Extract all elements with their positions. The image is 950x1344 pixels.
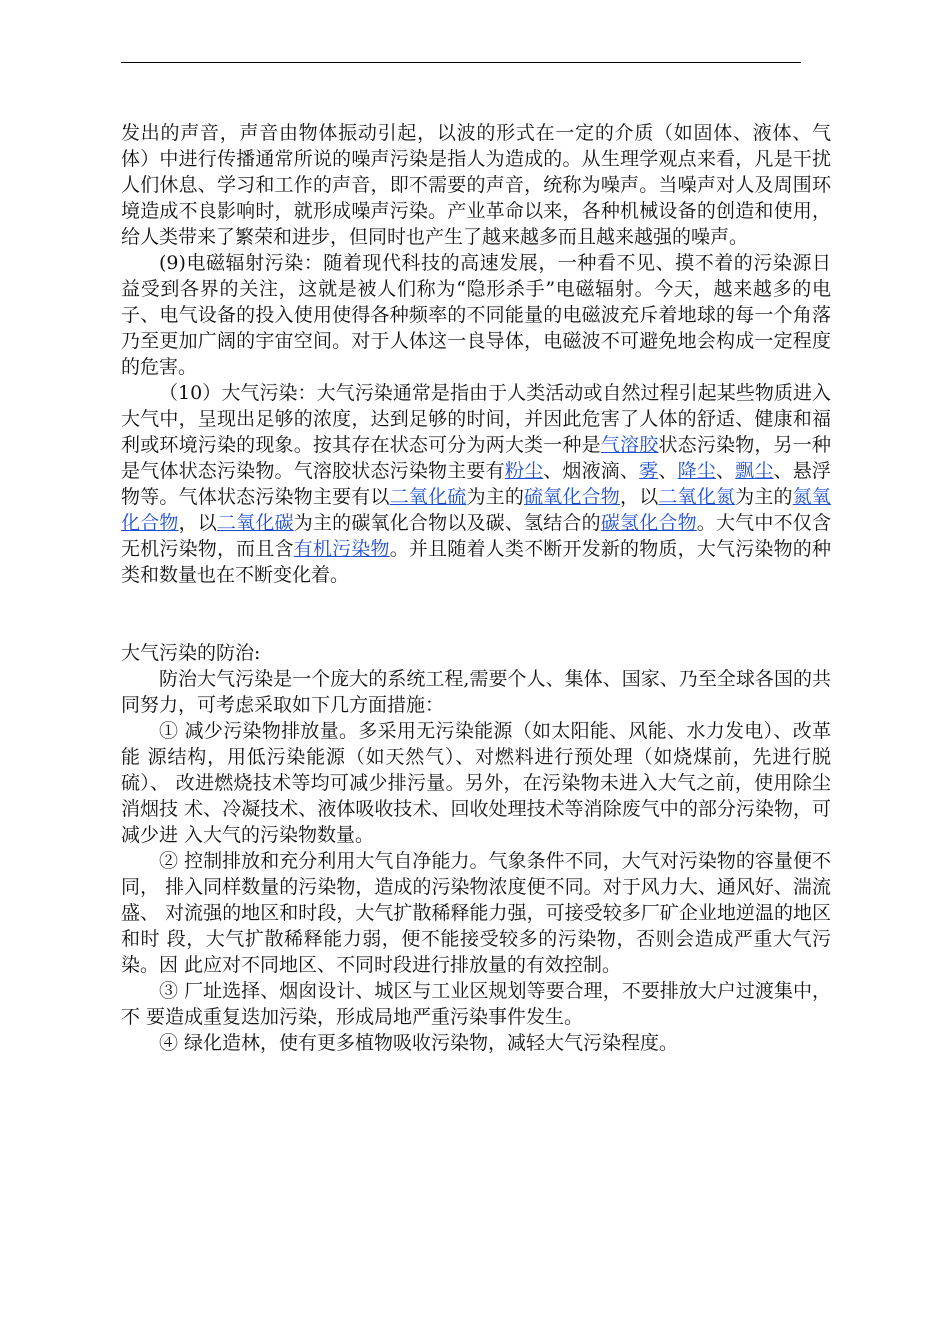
paragraph-measure-4: ④ 绿化造林，使有更多植物吸收污染物，减轻大气污染程度。 bbox=[159, 1032, 679, 1054]
link-nitrogen-oxides[interactable]: 氮氧化合物 bbox=[121, 486, 831, 534]
section-heading: 大气污染的防治: bbox=[121, 642, 261, 664]
link-organic-pollutants[interactable]: 有机污染物 bbox=[293, 538, 390, 560]
text-span: 。并且随着人类不断开发新的物质，大气污染物的种类和数量也在不断变化着。 bbox=[121, 538, 831, 586]
link-falling-dust[interactable]: 降尘 bbox=[677, 460, 716, 482]
link-dust[interactable]: 粉尘 bbox=[504, 460, 544, 482]
paragraph-prevention-intro: 防治大气污染是一个庞大的系统工程,需要个人、集体、国家、乃至全球各国的共同努力，可考虑采取如下几方面措施： bbox=[121, 668, 831, 716]
link-sulfur-dioxide[interactable]: 二氧化硫 bbox=[389, 486, 467, 508]
link-sulfur-oxides[interactable]: 硫氧化合物 bbox=[524, 486, 620, 508]
paragraph-measure-1: ① 减少污染物排放量。多采用无污染能源（如太阳能、风能、水力发电）、改革能 源结构，用低污染能源（如天然气）、对燃料进行预处理（如烧煤前，先进行脱硫）、 改进燃烧技术等均可减少排污量。另外，在污染物未进入大气之前，使用除尘消烟技 术、冷凝技术、液体吸收技术、回收处理技术等消除废气中的部分污染物，可减少进 入大气的污染物数量。 bbox=[121, 720, 831, 846]
paragraph-electromagnetic: (9)电磁辐射污染：随着现代科技的高速发展，一种看不见、摸不着的污染源日益受到各界的关注，这就是被人们称为“隐形杀手”电磁辐射。今天，越来越多的电子、电气设备的投入使用使得各种频率的不同能量的电磁波充斥着地球的每一个角落乃至更加广阔的宇宙空间。对于人体这一良导体，电磁波不可避免地会构成一定程度的危害。 bbox=[121, 252, 831, 378]
paragraph-air-pollution bbox=[121, 380, 831, 588]
paragraph-noise: 发出的声音，声音由物体振动引起，以波的形式在一定的介质（如固体、液体、气体）中进行传播通常所说的噪声污染是指人为造成的。从生理学观点来看，凡是干扰人们休息、学习和工作的声音，即不需要的声音，统称为噪声。当噪声对人及周围环境造成不良影响时，就形成噪声污染。产业革命以来，各种机械设备的创造和使用，给人类带来了繁荣和进步，但同时也产生了越来越多而且越来越强的噪声。 bbox=[121, 122, 831, 248]
text-span: 、 bbox=[658, 460, 678, 482]
link-floating-dust[interactable]: 飘尘 bbox=[735, 460, 774, 482]
text-span: 为主的 bbox=[735, 486, 793, 508]
text-span: 、烟液滴、 bbox=[543, 460, 640, 482]
paragraph-measure-2: ② 控制排放和充分利用大气自净能力。气象条件不同，大气对污染物的容量便不同， 排入同样数量的污染物，造成的污染物浓度便不同。对于风力大、通风好、湍流盛、 对流强的地区和时段，大气扩散稀释能力强，可接受较多厂矿企业地逆温的地区和时 段，大气扩散稀释能力弱，便不能接受较多的污染物，否则会造成严重大气污染。因 此应对不同地区、不同时段进行排放量的有效控制。 bbox=[121, 850, 831, 976]
link-fog[interactable]: 雾 bbox=[639, 460, 659, 482]
link-nitrogen-dioxide[interactable]: 二氧化氮 bbox=[658, 486, 736, 508]
text-span: 。大气中不仅含无机污染物，而且含 bbox=[121, 512, 831, 560]
header-rule bbox=[121, 62, 801, 63]
paragraph-measure-3: ③ 厂址选择、烟囱设计、城区与工业区规划等要合理，不要排放大户过渡集中，不 要造成重复迭加污染，形成局地严重污染事件发生。 bbox=[121, 980, 831, 1028]
text-span: （10）大气污染：大气污染通常是指由于人类活动或自然过程引起某些物质进入大气中，呈现出足够的浓度，达到足够的时间，并因此危害了人体的舒适、健康和福利或环境污染的现象。按其存在状态可分为两大类一种是 bbox=[121, 382, 831, 456]
text-span: 、悬浮物等。气体状态污染物主要有以 bbox=[121, 460, 831, 508]
text-span: 为主的碳氧化合物以及碳、氢结合的 bbox=[293, 512, 601, 534]
link-carbon-dioxide[interactable]: 二氧化碳 bbox=[216, 512, 294, 534]
text-span: ，以 bbox=[620, 486, 659, 508]
link-hydrocarbons[interactable]: 碳氢化合物 bbox=[600, 512, 697, 534]
text-span: 、 bbox=[715, 460, 736, 482]
text-span: 为主的 bbox=[466, 486, 525, 508]
document-body bbox=[121, 120, 831, 1056]
link-aerosol[interactable]: 气溶胶 bbox=[600, 434, 659, 456]
section-spacer bbox=[121, 588, 831, 640]
text-span: ，以 bbox=[178, 512, 217, 534]
text-span: 状态污染物，另一种是气体状态污染物。气溶胶状态污染物主要有 bbox=[121, 434, 831, 482]
